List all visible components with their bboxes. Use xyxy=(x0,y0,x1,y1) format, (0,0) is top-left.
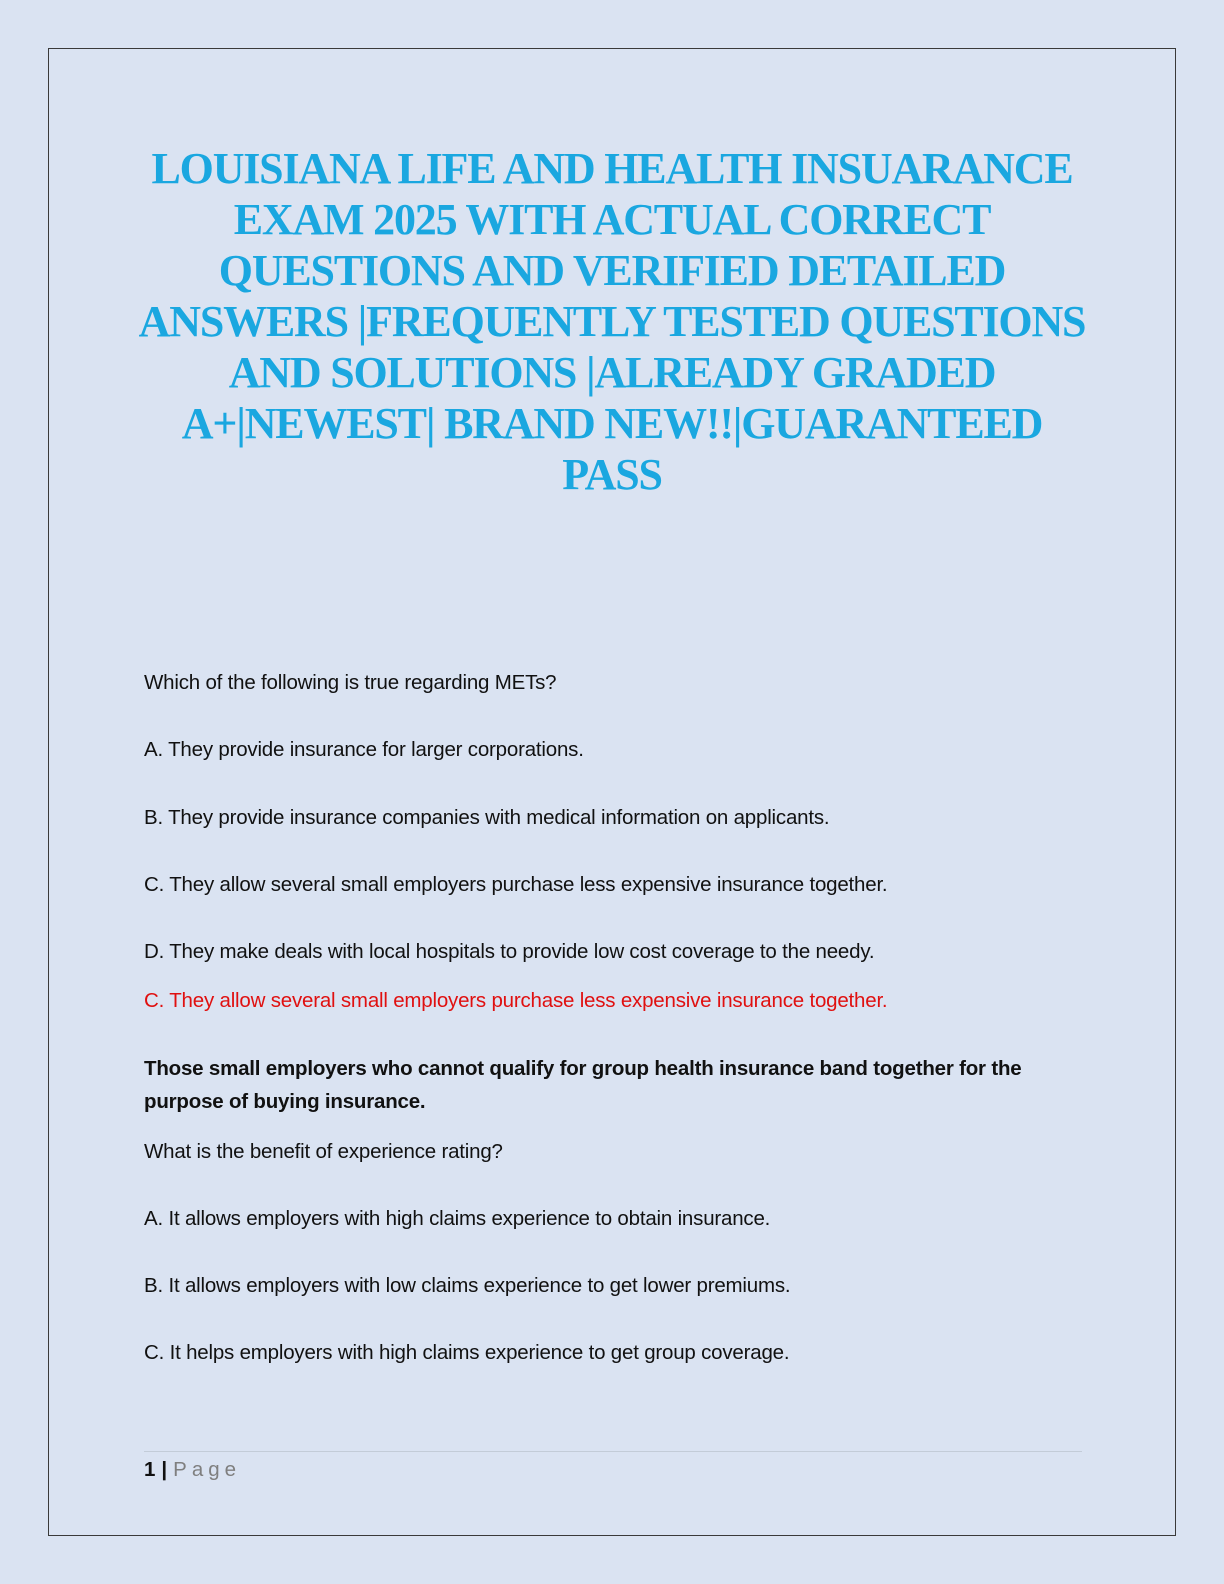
footer-divider xyxy=(144,1451,1082,1452)
page-footer xyxy=(144,1455,241,1485)
question-1-option-c: C. They allow several small employers purchase less expensive insurance together. xyxy=(144,873,888,896)
question-2-option-c: C. It helps employers with high claims experience to get group coverage. xyxy=(144,1341,790,1364)
footer-separator: | xyxy=(161,1458,168,1481)
question-1-answer: C. They allow several small employers purchase less expensive insurance together. xyxy=(144,989,888,1012)
question-1-option-b: B. They provide insurance companies with medical information on applicants. xyxy=(144,806,830,829)
question-2-option-b: B. It allows employers with low claims experience to get lower premiums. xyxy=(144,1274,791,1297)
question-2-text: What is the benefit of experience rating? xyxy=(144,1140,503,1163)
document-title: LOUISIANA LIFE AND HEALTH INSUARANCE EXAM 2025 WITH ACTUAL CORRECT QUESTIONS AND VERIFIED DETAILED ANSWERS |FREQUENTLY TESTED QUESTIONS AND SOLUTIONS |ALREADY GRADED A+|NEWEST| BRAND NEW!!|GUARANTEED PASS xyxy=(138,144,1086,499)
question-2-option-a: A. It allows employers with high claims experience to obtain insurance. xyxy=(144,1207,771,1230)
page-label: Page xyxy=(173,1458,242,1481)
question-1-explanation: Those small employers who cannot qualify for group health insurance band together for the purpose of buying insurance. xyxy=(144,1057,1022,1113)
question-1-text: Which of the following is true regarding METs? xyxy=(144,671,557,694)
question-1-option-a: A. They provide insurance for larger corporations. xyxy=(144,738,584,761)
page-number: 1 xyxy=(144,1458,156,1481)
question-1-option-d: D. They make deals with local hospitals to provide low cost coverage to the needy. xyxy=(144,940,875,963)
